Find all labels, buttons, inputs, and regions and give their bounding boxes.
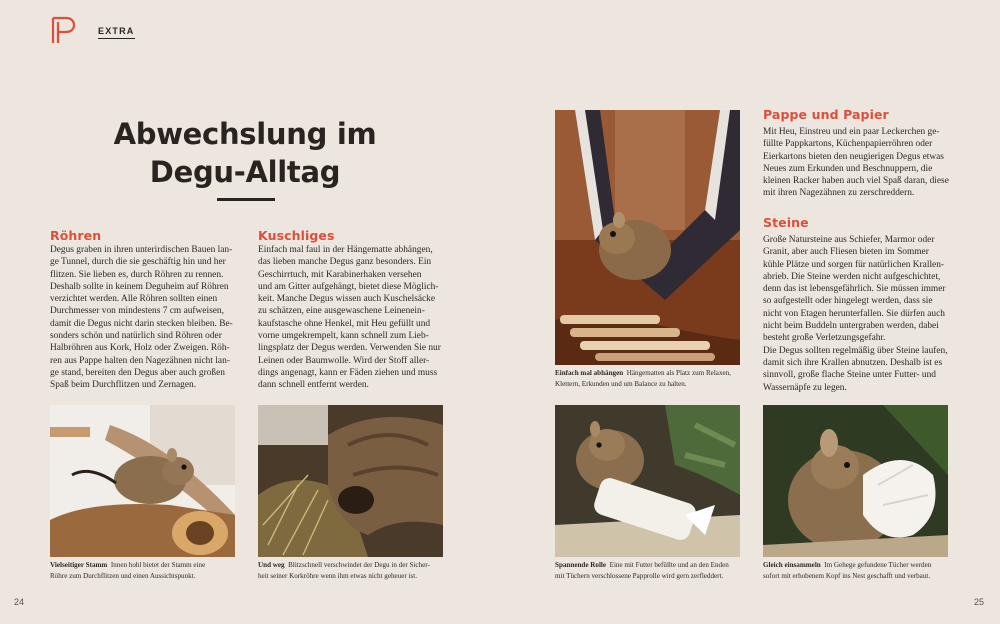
section-label: EXTRA (98, 26, 135, 39)
caption-line: heit seiner Korkröhre wenn ihm etwas nicht geheuer ist. (258, 571, 417, 580)
page-number-right: 25 (974, 597, 985, 607)
text-line: ge stand, bereiten den Degus aber auch großen (50, 367, 225, 378)
text-line: Spaß beim Durchflitzen und Zernagen. (50, 380, 197, 391)
text-line: und am Gitter aufgehängt, bietet diese Möglich- (258, 281, 439, 292)
photo-degu-log (50, 405, 235, 557)
text-line: kleinen Racker haben auch viel Spaß daran, diese (763, 176, 949, 187)
text-line: dann schnell entfernt werden. (258, 380, 369, 391)
text-line: Deshalb sollte in keinem Deguheim auf Röhren (50, 281, 229, 292)
text-line: damit sich ihre Krallen abnutzen. Deshalb ist es (763, 357, 943, 368)
heading-pappe: Pappe und Papier (763, 107, 889, 122)
title-line-2: Degu-Alltag (149, 155, 341, 189)
title-divider (217, 198, 275, 201)
text-line: Durchmesser von mindestens 7 cm aufweisen, (50, 306, 224, 317)
text-kuschliges (258, 244, 458, 392)
caption-papprolle (555, 560, 750, 581)
caption-line: Klettern, Erkunden und um Balance zu halten. (555, 379, 687, 388)
text-line: nicht von Etagen herunterfallen. Sie dürfen auch (763, 308, 945, 319)
text-line: Wassernäpfe zu legen. (763, 382, 847, 393)
caption-text: Im Gehege gefundene Tücher werden (824, 561, 932, 569)
caption-stamm (50, 560, 240, 581)
caption-line: Röhre zum Durchflitzen und einen Aussichtspunkt. (50, 571, 196, 580)
caption-line: sofort mit erhobenem Kopf ins Nest geschafft und verbaut. (763, 571, 931, 580)
text-line: ren aus Pappe halten den Nagezähnen nicht lan- (50, 355, 230, 366)
magazine-logo-icon (50, 16, 76, 44)
caption-title: Spannende Rolle (555, 561, 607, 569)
text-roehren (50, 244, 250, 392)
caption-text: Eine mit Futter befüllte und an den Enden (609, 561, 729, 569)
caption-korkroehre (258, 560, 453, 581)
text-line: ge Tunnel, durch die sie geschäftig hin und her (50, 257, 226, 268)
caption-title: Gleich einsammeln (763, 561, 821, 569)
title-line-1: Abwechslung im (113, 117, 377, 151)
caption-title: Und weg (258, 561, 285, 569)
text-line: dings angenagt, kann er Fäden ziehen und muss (258, 367, 438, 378)
page-number-left: 24 (14, 597, 25, 607)
caption-haengematte (555, 368, 745, 389)
text-line: Einfach mal faul in der Hängematte abhängen, (258, 245, 433, 255)
photo-degu-paper-roll (555, 405, 740, 557)
caption-line (555, 368, 745, 379)
text-steine (763, 234, 963, 394)
caption-line (763, 560, 963, 571)
text-line: verzichtet werden. Alle Röhren sollten einen (50, 294, 218, 305)
text-line: Geschirrtuch, mit Karabinerhaken versehen (258, 269, 422, 280)
text-line: kühle Plätze und sorgen für natürlichen Krallen- (763, 259, 945, 270)
text-line: nicht beim Buddeln untergraben werden, dabei (763, 321, 939, 332)
photo-degu-hammock (555, 110, 740, 365)
text-line: Degus graben in ihren unterirdischen Bauen lan- (50, 245, 233, 255)
heading-steine: Steine (763, 215, 809, 230)
photo-degu-cork (258, 405, 443, 557)
caption-text: Blitzschnell verschwindet der Degu in der Sicher- (288, 561, 430, 569)
caption-line: mit Tüchern verschlossene Papprolle wird gern zerfleddert. (555, 571, 724, 580)
caption-title: Einfach mal abhängen (555, 369, 624, 377)
caption-tuecher (763, 560, 963, 581)
text-line: Große Natursteine aus Schiefer, Marmor oder (763, 235, 935, 245)
text-line: das lieben manche Degus ganz besonders. Ein (258, 257, 432, 268)
caption-text: Innen hohl bietet der Stamm eine (110, 561, 206, 569)
text-line: kaufstasche ohne Henkel, mit Heu gefüllt und (258, 318, 431, 329)
text-line: sonders schön und natürlich sind Röhren oder (50, 331, 222, 342)
text-line: abrieb. Die Steine werden nicht aufgeschichtet, (763, 271, 941, 282)
text-line: mit ihren Nagezähnen zu zerschreddern. (763, 188, 915, 199)
text-line: besteht große Verletzungsgefahr. (763, 333, 886, 344)
heading-kuschliges: Kuschliges (258, 228, 335, 243)
text-line: keit. Manche Degus wissen auch Kuschelsäcke (258, 294, 436, 305)
text-line: Halbröhren aus Kork, Holz oder Zweigen. Röh- (50, 343, 230, 354)
text-line: vorne umgekrempelt, kann schnell zum Lieb- (258, 331, 429, 342)
text-line: zu schätzen, eine ausgewaschene Leinenein- (258, 306, 425, 317)
text-line: flitzen. Sie lieben es, durch Röhren zu rennen. (50, 269, 224, 280)
text-line: sinnvoll, große flache Steine unter Futter- und (763, 370, 936, 381)
page-title (110, 115, 380, 191)
photo-degu-tissue (763, 405, 948, 557)
text-line: so aufgestellt oder hingelegt werden, dass sie (763, 296, 933, 307)
text-line: Mit Heu, Einstreu und ein paar Leckerchen ge- (763, 127, 940, 137)
caption-title: Vielseitiger Stamm (50, 561, 108, 569)
heading-roehren: Röhren (50, 228, 102, 243)
caption-text: Hängematten als Platz zum Relaxen, (626, 369, 731, 377)
text-line: lingsplatz der Degus werden. Verwenden Sie nur (258, 343, 441, 354)
text-pappe (763, 126, 963, 200)
caption-line (50, 560, 240, 571)
text-line: damit die Degus nicht darin stecken bleiben. Be- (50, 318, 233, 329)
caption-line (258, 560, 453, 571)
text-line: füllte Pappkartons, Küchenpapierröhren oder (763, 139, 933, 150)
text-line: Eierkartons bieten den neugierigen Degus etwas (763, 151, 944, 162)
text-line: Granit, aber auch Fliesen bieten im Sommer (763, 247, 929, 258)
text-line: Die Degus sollten regelmäßig über Steine laufen, (763, 345, 948, 356)
caption-line (555, 560, 750, 571)
text-line: denn das ist lebensgefährlich. Sie müssen immer (763, 284, 946, 295)
text-line: Leinen oder Baumwolle. Wird der Stoff aller- (258, 355, 430, 366)
text-line: Neues zum Erkunden und Beschnuppern, die (763, 163, 933, 174)
